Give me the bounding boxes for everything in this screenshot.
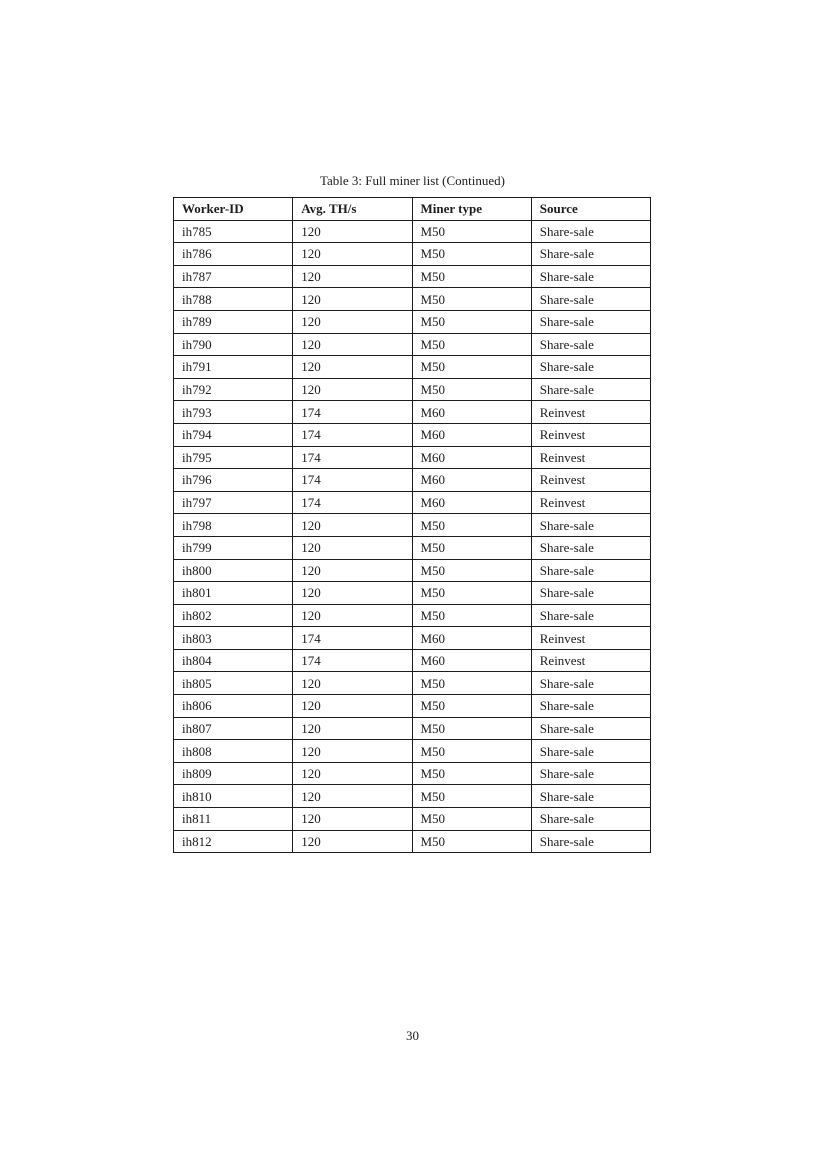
table-body xyxy=(174,220,651,853)
table-cell: 120 xyxy=(293,378,412,401)
table-cell: M50 xyxy=(412,717,531,740)
table-row xyxy=(174,288,651,311)
table-cell: ih798 xyxy=(174,514,293,537)
table-cell: M50 xyxy=(412,559,531,582)
table-cell: 120 xyxy=(293,356,412,379)
table-cell: M50 xyxy=(412,288,531,311)
table-cell: Share-sale xyxy=(531,220,650,243)
table-cell: ih786 xyxy=(174,243,293,266)
table-cell: ih809 xyxy=(174,762,293,785)
table-cell: M60 xyxy=(412,649,531,672)
table-cell: Share-sale xyxy=(531,310,650,333)
table-cell: 174 xyxy=(293,446,412,469)
table-row xyxy=(174,649,651,672)
col-header-source: Source xyxy=(531,198,650,221)
table-row xyxy=(174,762,651,785)
table-cell: Share-sale xyxy=(531,740,650,763)
table-cell: ih792 xyxy=(174,378,293,401)
table-cell: ih807 xyxy=(174,717,293,740)
table-cell: ih796 xyxy=(174,469,293,492)
table-cell: M50 xyxy=(412,333,531,356)
table-cell: 120 xyxy=(293,559,412,582)
table-cell: 174 xyxy=(293,469,412,492)
table-row xyxy=(174,740,651,763)
table-row xyxy=(174,785,651,808)
table-cell: M50 xyxy=(412,220,531,243)
table-row xyxy=(174,220,651,243)
col-header-worker-id: Worker-ID xyxy=(174,198,293,221)
table-cell: Share-sale xyxy=(531,717,650,740)
table-cell: M60 xyxy=(412,627,531,650)
table-cell: M50 xyxy=(412,356,531,379)
table-row xyxy=(174,243,651,266)
table-row xyxy=(174,265,651,288)
table-cell: 120 xyxy=(293,243,412,266)
table-cell: M50 xyxy=(412,830,531,853)
table-cell: ih790 xyxy=(174,333,293,356)
table-cell: 120 xyxy=(293,830,412,853)
table-row xyxy=(174,672,651,695)
table-cell: ih808 xyxy=(174,740,293,763)
table-cell: Share-sale xyxy=(531,785,650,808)
table-cell: M60 xyxy=(412,446,531,469)
table-row xyxy=(174,514,651,537)
table-cell: M50 xyxy=(412,808,531,831)
table-cell: Share-sale xyxy=(531,559,650,582)
table-cell: Reinvest xyxy=(531,491,650,514)
table-cell: ih806 xyxy=(174,695,293,718)
table-cell: 120 xyxy=(293,582,412,605)
table-cell: 174 xyxy=(293,491,412,514)
col-header-miner-type: Miner type xyxy=(412,198,531,221)
table-cell: ih804 xyxy=(174,649,293,672)
table-cell: ih800 xyxy=(174,559,293,582)
table-cell: M50 xyxy=(412,740,531,763)
table-cell: Share-sale xyxy=(531,288,650,311)
table-cell: M50 xyxy=(412,762,531,785)
table-cell: M60 xyxy=(412,491,531,514)
table-cell: Share-sale xyxy=(531,672,650,695)
table-cell: 120 xyxy=(293,333,412,356)
table-cell: 120 xyxy=(293,514,412,537)
table-cell: 174 xyxy=(293,649,412,672)
table-cell: M50 xyxy=(412,604,531,627)
table-cell: Share-sale xyxy=(531,830,650,853)
table-cell: Share-sale xyxy=(531,356,650,379)
table-row xyxy=(174,491,651,514)
table-cell: 120 xyxy=(293,695,412,718)
table-cell: M50 xyxy=(412,582,531,605)
table-cell: ih785 xyxy=(174,220,293,243)
table-cell: ih810 xyxy=(174,785,293,808)
table-cell: M50 xyxy=(412,785,531,808)
table-row xyxy=(174,310,651,333)
table-cell: Share-sale xyxy=(531,333,650,356)
table-cell: 120 xyxy=(293,220,412,243)
table-cell: Reinvest xyxy=(531,649,650,672)
table-cell: ih801 xyxy=(174,582,293,605)
col-header-avg-ths: Avg. TH/s xyxy=(293,198,412,221)
table-cell: Reinvest xyxy=(531,423,650,446)
table-row xyxy=(174,536,651,559)
table-cell: 120 xyxy=(293,740,412,763)
table-cell: 120 xyxy=(293,310,412,333)
table-cell: 174 xyxy=(293,423,412,446)
table-cell: M50 xyxy=(412,672,531,695)
table-cell: M60 xyxy=(412,469,531,492)
table-cell: Share-sale xyxy=(531,604,650,627)
table-cell: M50 xyxy=(412,265,531,288)
table-cell: M50 xyxy=(412,378,531,401)
table-cell: 120 xyxy=(293,604,412,627)
table-cell: 120 xyxy=(293,785,412,808)
table-cell: ih789 xyxy=(174,310,293,333)
table-cell: ih788 xyxy=(174,288,293,311)
table-cell: Share-sale xyxy=(531,808,650,831)
table-cell: Share-sale xyxy=(531,762,650,785)
page-number: 30 xyxy=(406,1028,419,1043)
table-cell: Reinvest xyxy=(531,401,650,424)
table-cell: ih811 xyxy=(174,808,293,831)
table-cell: Share-sale xyxy=(531,514,650,537)
table-row xyxy=(174,356,651,379)
miner-table xyxy=(173,197,651,853)
table-cell: M50 xyxy=(412,243,531,266)
table-row xyxy=(174,717,651,740)
table-cell: 120 xyxy=(293,288,412,311)
table-row xyxy=(174,469,651,492)
table-cell: M50 xyxy=(412,536,531,559)
table-row xyxy=(174,695,651,718)
table-cell: ih802 xyxy=(174,604,293,627)
table-cell: 120 xyxy=(293,762,412,785)
table-cell: Reinvest xyxy=(531,627,650,650)
table-cell: ih787 xyxy=(174,265,293,288)
table-header-row xyxy=(174,198,651,221)
table-cell: ih805 xyxy=(174,672,293,695)
table-cell: 120 xyxy=(293,717,412,740)
table-row xyxy=(174,582,651,605)
table-row xyxy=(174,808,651,831)
table-cell: ih803 xyxy=(174,627,293,650)
table-row xyxy=(174,333,651,356)
table-cell: 120 xyxy=(293,265,412,288)
table-row xyxy=(174,627,651,650)
table-cell: M50 xyxy=(412,310,531,333)
table-cell: ih795 xyxy=(174,446,293,469)
table-row xyxy=(174,446,651,469)
table-row xyxy=(174,559,651,582)
table-cell: ih793 xyxy=(174,401,293,424)
table-row xyxy=(174,830,651,853)
table-cell: Share-sale xyxy=(531,265,650,288)
table-cell: 120 xyxy=(293,536,412,559)
table-cell: 174 xyxy=(293,401,412,424)
table-caption: Table 3: Full miner list (Continued) xyxy=(319,173,506,188)
table-cell: M60 xyxy=(412,423,531,446)
table-cell: M50 xyxy=(412,514,531,537)
table-cell: Share-sale xyxy=(531,378,650,401)
table-cell: 120 xyxy=(293,808,412,831)
table-cell: ih797 xyxy=(174,491,293,514)
table-cell: 120 xyxy=(293,672,412,695)
table-cell: M50 xyxy=(412,695,531,718)
table-cell: 174 xyxy=(293,627,412,650)
table-row xyxy=(174,378,651,401)
table-cell: Reinvest xyxy=(531,469,650,492)
table-cell: Share-sale xyxy=(531,582,650,605)
table-cell: Share-sale xyxy=(531,695,650,718)
table-row xyxy=(174,401,651,424)
table-cell: Share-sale xyxy=(531,536,650,559)
table-cell: ih791 xyxy=(174,356,293,379)
table-row xyxy=(174,423,651,446)
table-cell: ih799 xyxy=(174,536,293,559)
table-cell: Reinvest xyxy=(531,446,650,469)
table-cell: Share-sale xyxy=(531,243,650,266)
table-cell: ih812 xyxy=(174,830,293,853)
table-row xyxy=(174,604,651,627)
table-cell: ih794 xyxy=(174,423,293,446)
table-cell: M60 xyxy=(412,401,531,424)
